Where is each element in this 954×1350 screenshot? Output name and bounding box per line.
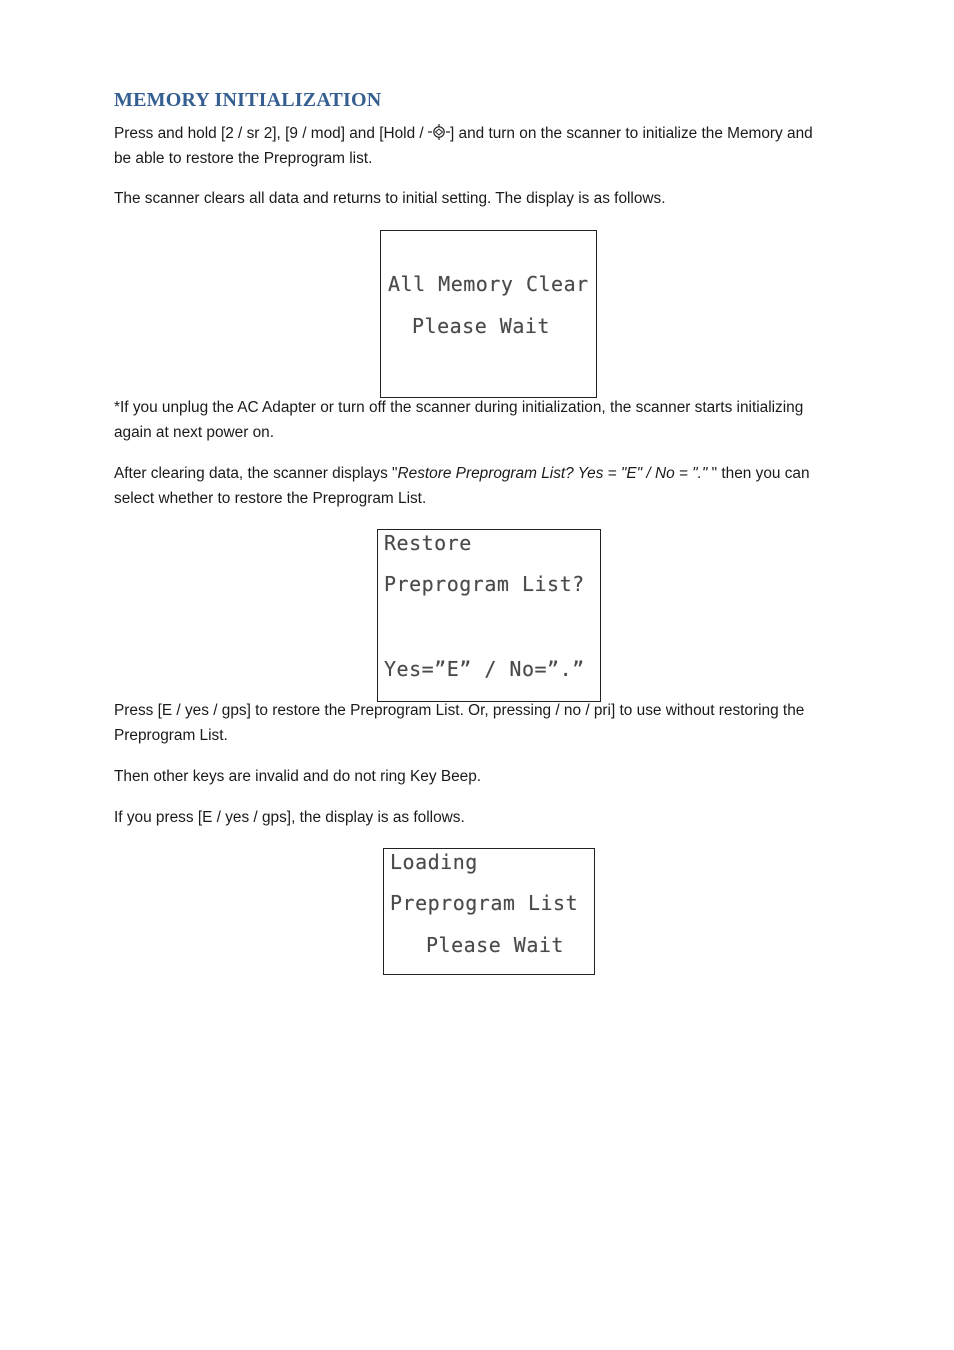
lcd-display-restore (377, 529, 601, 702)
para4-line2: select whether to restore the Preprogram List. (114, 490, 427, 507)
para3-line1: *If you unplug the AC Adapter or turn off the scanner during initialization, the scanner starts initializing (114, 399, 804, 416)
lcd-line: Loading (390, 850, 478, 874)
lcd-line: Yes=”E” / No=”.” (384, 657, 585, 681)
lcd-line: Please Wait (412, 314, 550, 338)
paragraph-if-press-e: If you press [E / yes / gps], the display is as follows. (114, 809, 465, 826)
hold-target-icon (428, 123, 450, 139)
lcd-line: Preprogram List (390, 891, 579, 915)
lcd-display-memory-clear (380, 230, 597, 398)
paragraph-restore-prompt (114, 461, 874, 511)
paragraph-clears: The scanner clears all data and returns to initial setting. The display is as follows. (114, 190, 666, 207)
lcd-display-loading (383, 848, 595, 975)
para1-text-b: ] and turn on the scanner to initialize the Memory and (449, 125, 813, 142)
lcd-line: Restore (384, 531, 472, 555)
para3-line2: again at next power on. (114, 424, 275, 441)
lcd-line: Please Wait (426, 933, 564, 957)
para1-text-c: be able to restore the Preprogram list. (114, 150, 373, 167)
paragraph-unplug-note (114, 395, 874, 445)
lcd-line: All Memory Clear (388, 272, 589, 296)
para5-line2: Preprogram List. (114, 727, 228, 744)
paragraph-instructions (114, 121, 874, 171)
paragraph-press-e (114, 698, 874, 748)
para4-suffix: " then you can (707, 465, 810, 482)
lcd-line: Preprogram List? (384, 572, 585, 596)
paragraph-other-keys: Then other keys are invalid and do not ring Key Beep. (114, 768, 482, 785)
para1-text-a: Press and hold [2 / sr 2], [9 / mod] and [Hold / (114, 125, 428, 142)
para5-line1: Press [E / yes / gps] to restore the Preprogram List. Or, pressing / no / pri] to use without restoring the (114, 702, 805, 719)
section-heading: MEMORY INITIALIZATION (114, 89, 382, 111)
para4-italic: Restore Preprogram List? Yes = "E" / No = "." (397, 465, 708, 482)
para4-prefix: After clearing data, the scanner displays " (114, 465, 398, 482)
